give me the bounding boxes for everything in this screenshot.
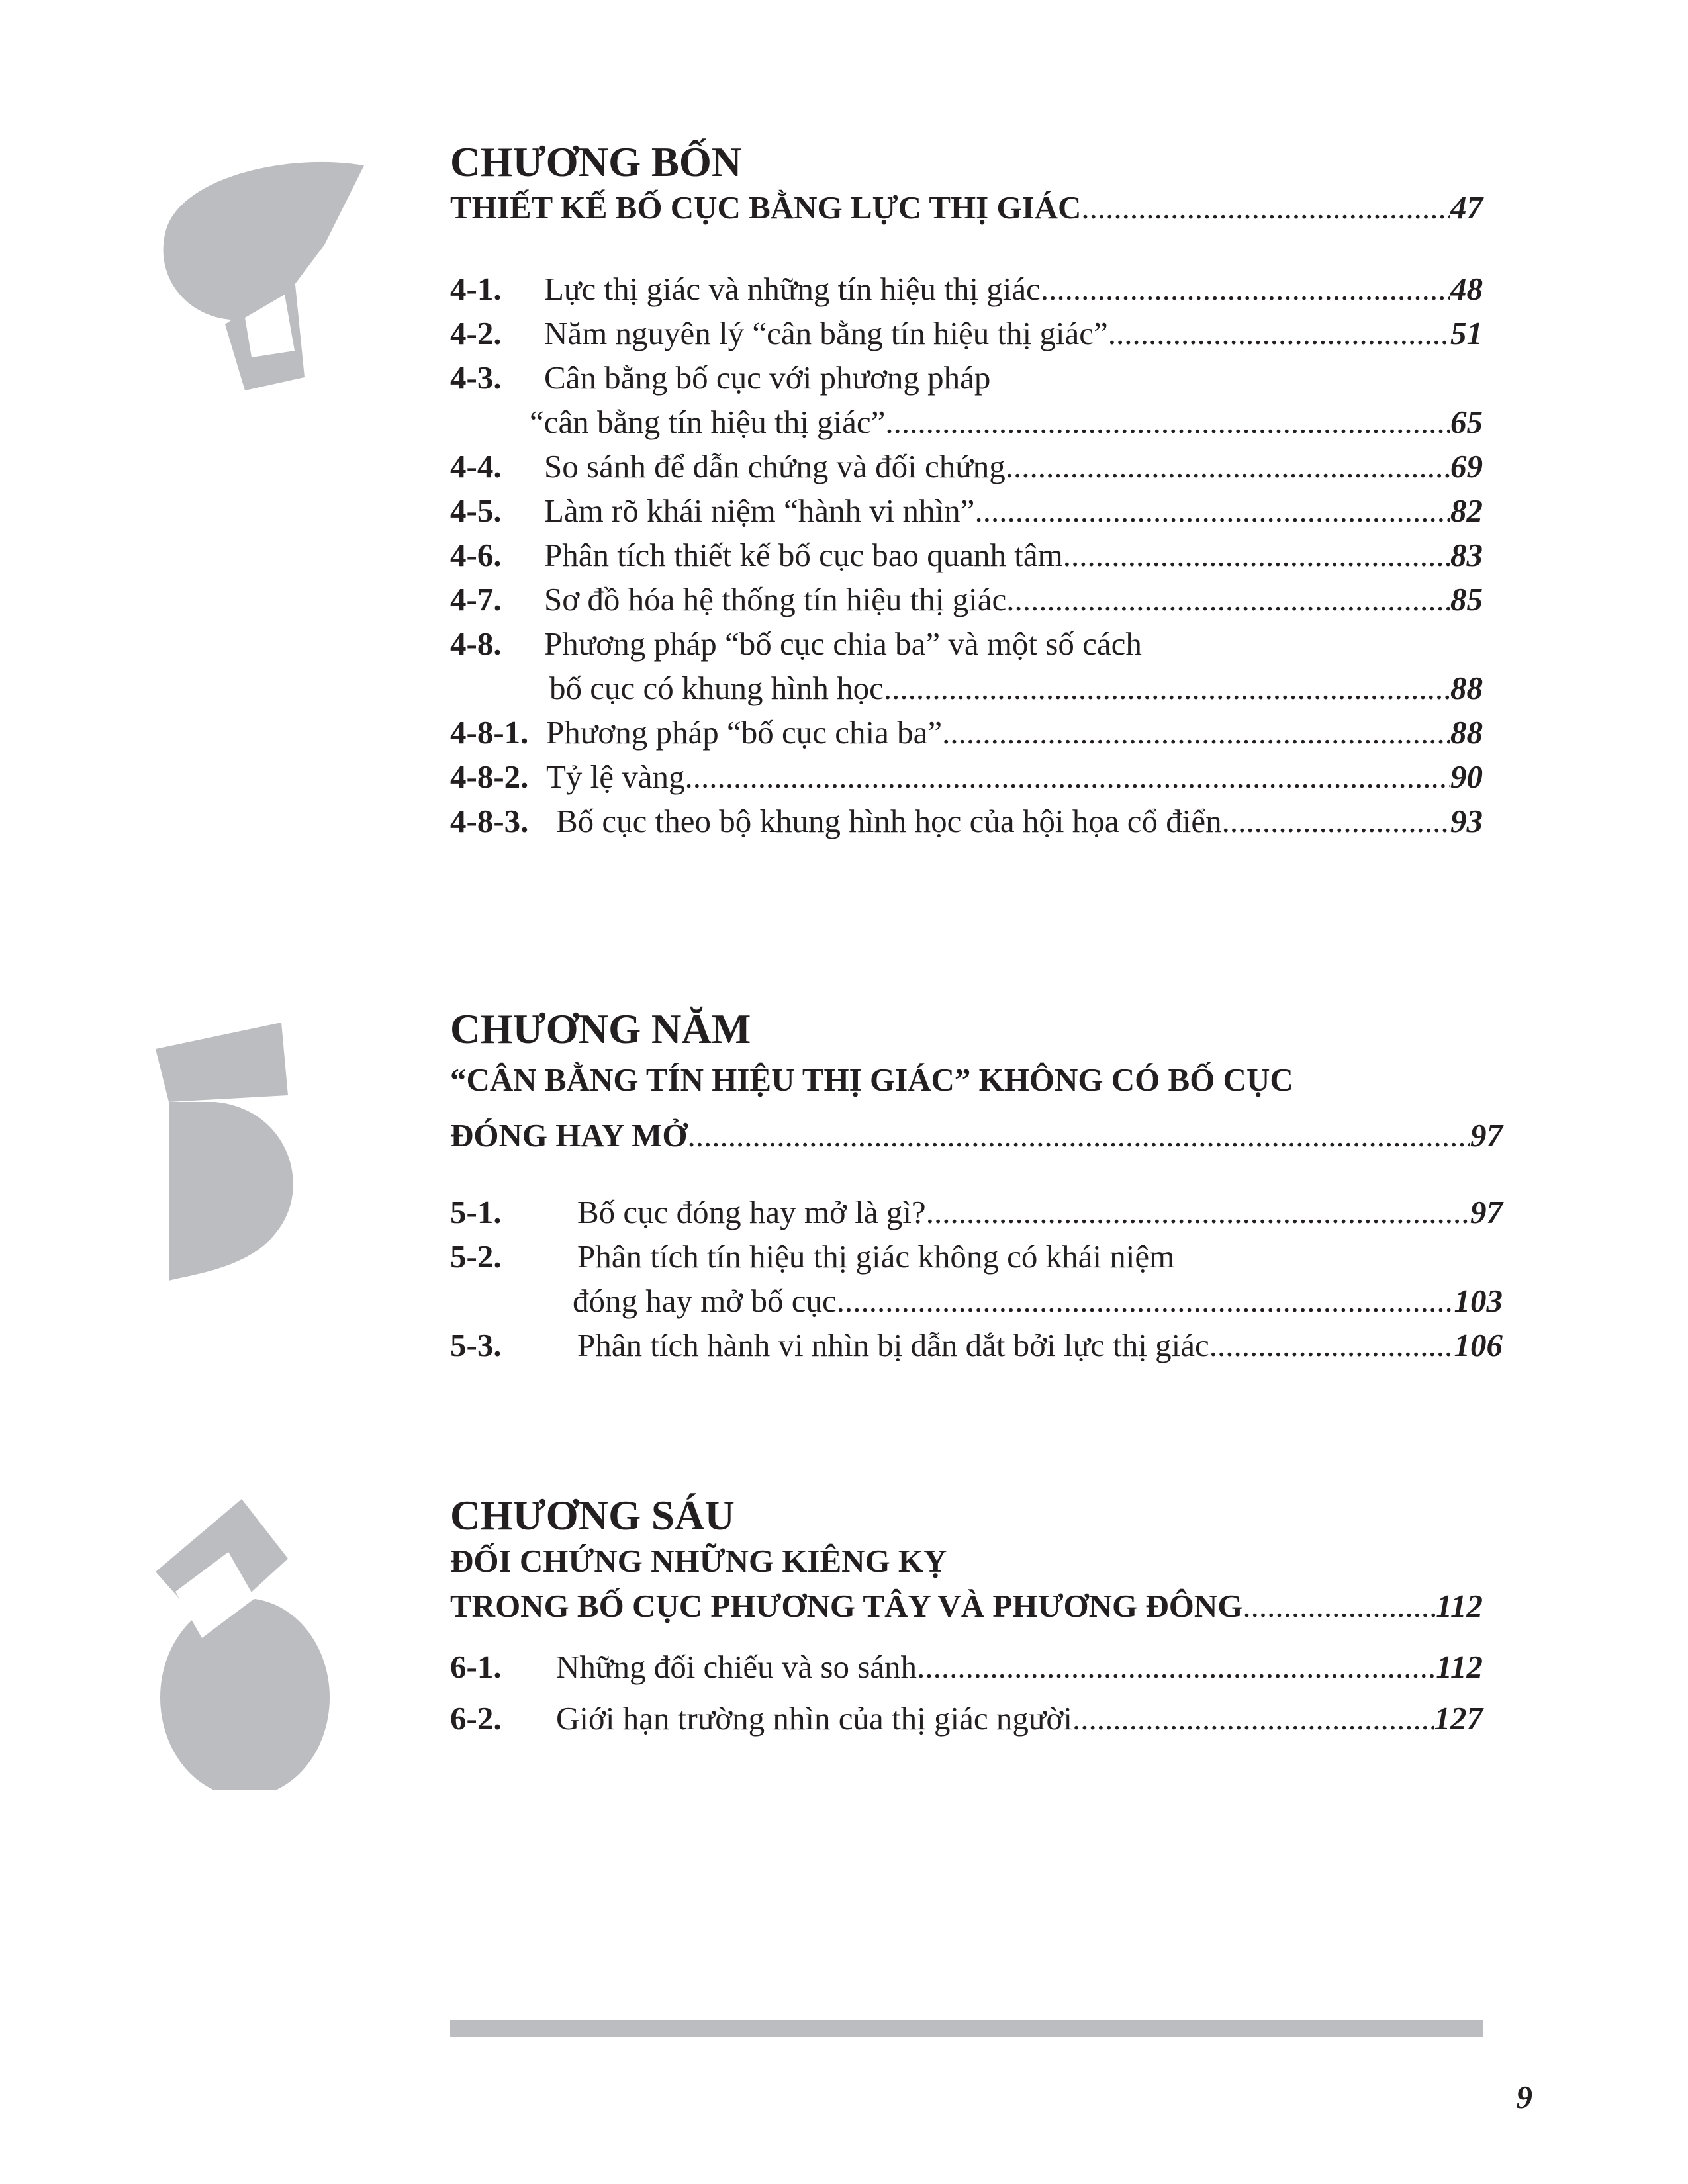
entry-number: 6-2. (450, 1700, 502, 1737)
leader-dots (926, 1190, 1470, 1234)
chapter-5-title-line1: “CÂN BẰNG TÍN HIỆU THỊ GIÁC” KHÔNG CÓ BỐ CỤC (450, 1062, 1293, 1098)
chapter-4-ornament-icon (152, 159, 377, 424)
leader-dots (687, 1108, 1470, 1163)
entry-page: 97 (1470, 1194, 1503, 1230)
toc-entry-4-8-1[interactable] (450, 710, 1483, 754)
chapter-5-section (450, 1006, 1503, 1367)
entry-page: 69 (1450, 448, 1483, 484)
entry-text: Giới hạn trường nhìn của thị giác người (556, 1700, 1072, 1737)
entry-number: 4-5. (450, 492, 502, 529)
entry-page: 93 (1450, 803, 1483, 839)
entry-text-continued: đóng hay mở bố cục (573, 1283, 837, 1319)
chapter-6-ornament-icon (149, 1499, 348, 1790)
entry-page: 83 (1450, 537, 1483, 573)
entry-text: Bố cục theo bộ khung hình học của hội họa cổ điển (556, 803, 1222, 839)
toc-entry-4-8-2[interactable] (450, 754, 1483, 799)
entry-page: 48 (1450, 271, 1483, 307)
leader-dots (1081, 185, 1450, 230)
toc-entry-6-2[interactable] (450, 1693, 1483, 1745)
entry-page: 88 (1450, 670, 1483, 706)
chapter-6-title-row[interactable] (450, 1584, 1483, 1628)
leader-dots (1209, 1323, 1454, 1367)
leader-dots (1006, 577, 1450, 621)
page-number: 9 (1516, 2079, 1532, 2115)
entry-number: 4-2. (450, 315, 502, 351)
toc-entry-4-7[interactable] (450, 577, 1483, 621)
leader-dots (1108, 311, 1450, 355)
entry-text: Tỷ lệ vàng (546, 758, 685, 795)
entry-page: 106 (1454, 1327, 1503, 1363)
entry-page: 82 (1450, 492, 1483, 529)
chapter-5-title-row[interactable] (450, 1108, 1503, 1163)
chapter-4-title-row[interactable] (450, 185, 1483, 230)
toc-entry-4-1[interactable] (450, 267, 1483, 311)
leader-dots (917, 1641, 1436, 1693)
leader-dots (1063, 533, 1450, 577)
toc-entry-4-8[interactable] (450, 621, 1483, 710)
leader-dots (884, 666, 1450, 710)
toc-entry-5-1[interactable] (450, 1190, 1503, 1234)
entry-text: Sơ đồ hóa hệ thống tín hiệu thị giác (544, 581, 1007, 617)
chapter-4-section (450, 139, 1483, 843)
entry-number: 4-4. (450, 448, 502, 484)
leader-dots (837, 1279, 1454, 1323)
entry-page: 88 (1450, 714, 1483, 751)
toc-entry-4-6[interactable] (450, 533, 1483, 577)
chapter-6-title-line2: TRONG BỐ CỤC PHƯƠNG TÂY VÀ PHƯƠNG ĐÔNG (450, 1588, 1243, 1624)
chapter-6-label: CHƯƠNG SÁU (450, 1492, 735, 1539)
chapter-4-page: 47 (1450, 189, 1483, 226)
entry-text: Phân tích hành vi nhìn bị dẫn dắt bởi lực thị giác (577, 1327, 1209, 1363)
entry-text: Những đối chiếu và so sánh (556, 1649, 917, 1685)
entry-number: 5-1. (450, 1194, 502, 1230)
toc-entry-5-2[interactable] (450, 1234, 1503, 1323)
entry-text: Năm nguyên lý “cân bằng tín hiệu thị giác” (544, 315, 1108, 351)
entry-number: 5-2. (450, 1238, 502, 1275)
chapter-5-label: CHƯƠNG NĂM (450, 1006, 751, 1052)
entry-number: 6-1. (450, 1649, 502, 1685)
entry-page: 85 (1450, 581, 1483, 617)
entry-number: 4-7. (450, 581, 502, 617)
entry-text: So sánh để dẫn chứng và đối chứng (544, 448, 1006, 484)
leader-dots (1243, 1584, 1436, 1628)
toc-entry-4-5[interactable] (450, 488, 1483, 533)
toc-entry-4-8-3[interactable] (450, 799, 1483, 843)
leader-dots (974, 488, 1450, 533)
entry-text: Bố cục đóng hay mở là gì? (577, 1194, 926, 1230)
leader-dots (685, 754, 1450, 799)
chapter-5-title-line2: ĐÓNG HAY MỞ (450, 1117, 688, 1154)
leader-dots (1006, 444, 1450, 488)
entry-text: Phân tích thiết kế bố cục bao quanh tâm (544, 537, 1063, 573)
chapter-6-page: 112 (1436, 1588, 1483, 1624)
entry-number: 5-3. (450, 1327, 502, 1363)
entry-text: Cân bằng bố cục với phương pháp (544, 359, 991, 396)
leader-dots (942, 710, 1450, 754)
entry-text: Lực thị giác và những tín hiệu thị giác (544, 271, 1041, 307)
toc-entry-5-3[interactable] (450, 1323, 1503, 1367)
entry-number: 4-8-1. (450, 714, 529, 751)
leader-dots (1041, 267, 1450, 311)
leader-dots (885, 400, 1450, 444)
footer-rule (450, 2020, 1483, 2037)
entry-page: 51 (1450, 315, 1483, 351)
entry-text: Phương pháp “bố cục chia ba” (546, 714, 943, 751)
entry-page: 65 (1450, 404, 1483, 440)
chapter-6-title-line1: ĐỐI CHỨNG NHỮNG KIÊNG KỴ (450, 1543, 947, 1579)
chapter-4-label: CHƯƠNG BỐN (450, 139, 742, 185)
chapter-5-ornament-icon (142, 1023, 328, 1287)
entry-page: 127 (1434, 1700, 1483, 1737)
entry-number: 4-8-3. (450, 803, 529, 839)
entry-text-continued: “cân bằng tín hiệu thị giác” (530, 404, 886, 440)
leader-dots (1222, 799, 1450, 843)
toc-entry-4-2[interactable] (450, 311, 1483, 355)
entry-text: Làm rõ khái niệm “hành vi nhìn” (544, 492, 975, 529)
entry-page: 103 (1454, 1283, 1503, 1319)
toc-entry-4-4[interactable] (450, 444, 1483, 488)
toc-entry-6-1[interactable] (450, 1641, 1483, 1693)
entry-page: 112 (1436, 1649, 1483, 1685)
entry-text: Phân tích tín hiệu thị giác không có khái niệm (577, 1238, 1175, 1275)
chapter-5-page: 97 (1470, 1117, 1503, 1154)
entry-number: 4-8. (450, 625, 502, 662)
entry-page: 90 (1450, 758, 1483, 795)
leader-dots (1072, 1693, 1434, 1745)
chapter-4-title: THIẾT KẾ BỐ CỤC BẰNG LỰC THỊ GIÁC (450, 189, 1082, 226)
entry-number: 4-1. (450, 271, 502, 307)
entry-text: Phương pháp “bố cục chia ba” và một số cách (544, 625, 1142, 662)
entry-number: 4-8-2. (450, 758, 529, 795)
entry-number: 4-6. (450, 537, 502, 573)
chapter-6-section (450, 1492, 1483, 1745)
entry-number: 4-3. (450, 359, 502, 396)
toc-entry-4-3[interactable] (450, 355, 1483, 444)
entry-text-continued: bố cục có khung hình học (549, 670, 884, 706)
